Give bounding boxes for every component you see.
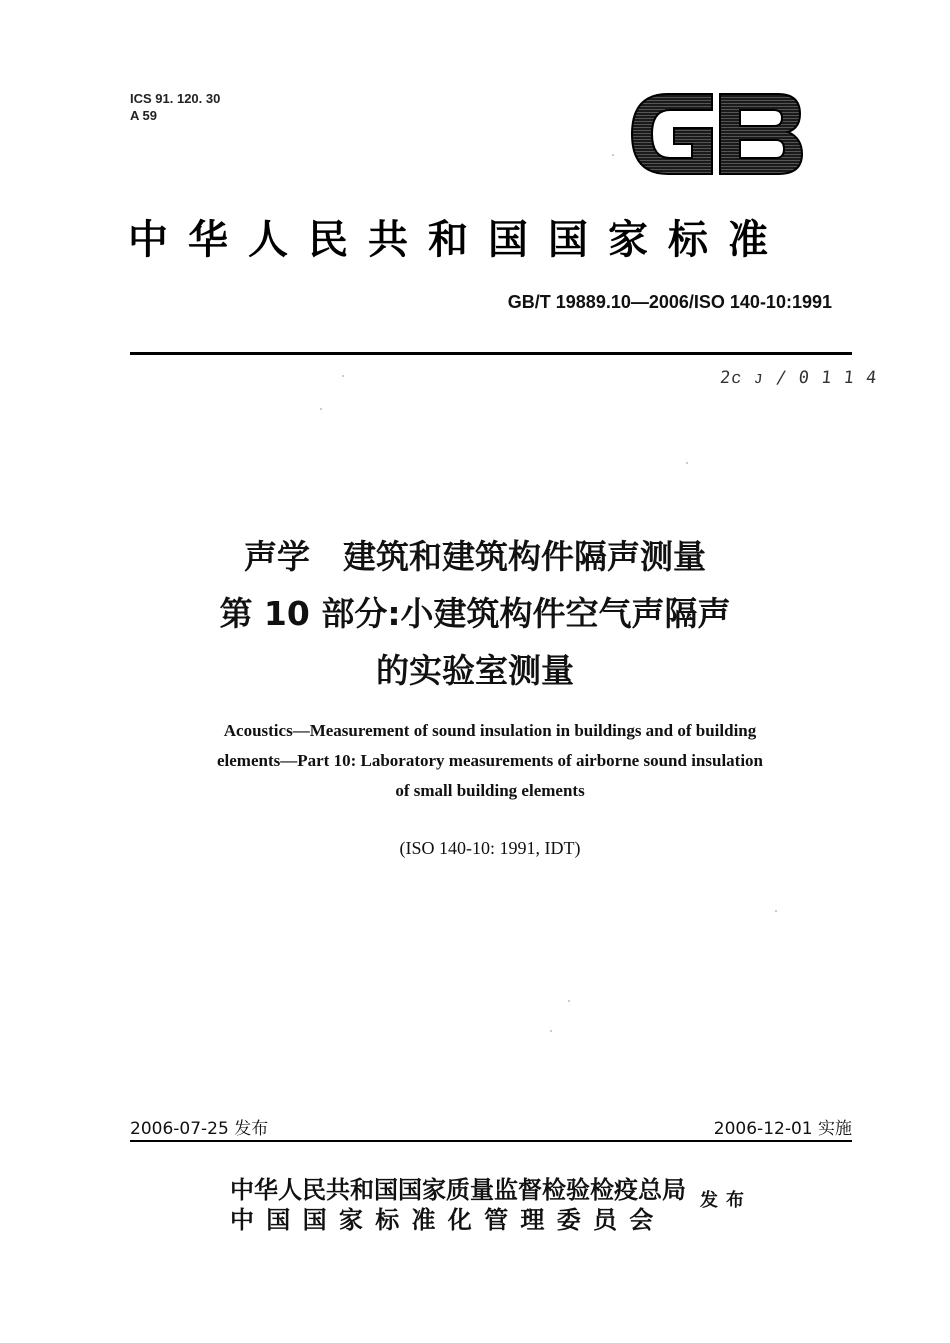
footer-divider bbox=[130, 1140, 852, 1142]
national-standard-title: 中华人民共和国国家标准 bbox=[128, 217, 788, 263]
gb-logo bbox=[628, 88, 806, 180]
publish-label: 发布 bbox=[700, 1190, 752, 1211]
scan-speck bbox=[550, 1030, 552, 1032]
issuer-sac: 中国国家标准化管理委员会 bbox=[230, 1206, 666, 1234]
gb-logo-text: GB bbox=[628, 88, 630, 89]
scan-speck bbox=[612, 154, 614, 156]
chinese-title-line-1: 声学 建筑和建筑构件隔声测量 bbox=[244, 537, 706, 576]
effective-date: 2006-12-01 实施 bbox=[713, 1119, 852, 1139]
ics-code: ICS 91. 120. 30 bbox=[130, 91, 221, 106]
handwritten-stamp: 2ᴄ ᴊ / 0 1 1 4 bbox=[719, 368, 879, 388]
scan-speck bbox=[686, 462, 688, 464]
header-divider bbox=[130, 352, 852, 355]
scan-speck bbox=[775, 910, 777, 912]
scan-speck bbox=[568, 1000, 570, 1002]
standard-number: GB/T 19889.10—2006/ISO 140-10:1991 bbox=[507, 292, 832, 312]
iso-reference: (ISO 140-10: 1991, IDT) bbox=[399, 838, 581, 858]
scan-speck bbox=[320, 408, 322, 410]
english-title-line-1: Acoustics—Measurement of sound insulation in buildings and of building bbox=[223, 721, 757, 740]
english-title-line-2: elements—Part 10: Laboratory measurements of airborne sound insulation bbox=[216, 751, 764, 770]
classification-code: A 59 bbox=[130, 108, 157, 123]
issue-date: 2006-07-25 发布 bbox=[130, 1119, 269, 1139]
ics-code-block bbox=[130, 90, 220, 124]
scan-speck bbox=[342, 375, 344, 377]
english-title-line-3: of small building elements bbox=[395, 781, 585, 800]
chinese-title bbox=[0, 528, 950, 699]
chinese-title-line-3: 的实验室测量 bbox=[376, 651, 574, 690]
english-title bbox=[140, 716, 840, 806]
issuer-aqsiq: 中华人民共和国国家质量监督检验检疫总局 bbox=[230, 1176, 686, 1204]
chinese-title-line-2: 第 10 部分:小建筑构件空气声隔声 bbox=[219, 594, 731, 633]
